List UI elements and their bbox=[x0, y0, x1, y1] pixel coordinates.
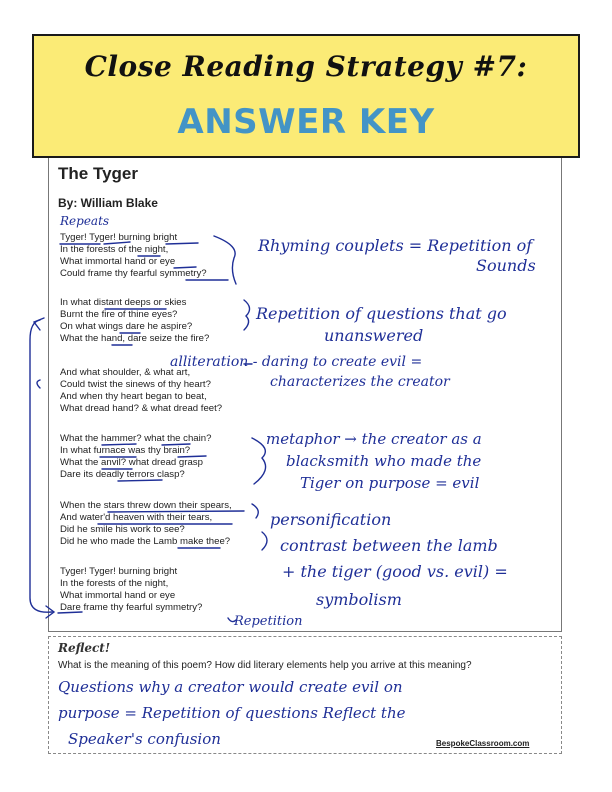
reflect-answer: Questions why a creator would create evil on bbox=[58, 678, 403, 696]
poem-line: In what distant deeps or skies bbox=[60, 297, 187, 308]
poem-line: Could frame thy fearful symmetry? bbox=[60, 268, 207, 279]
reflect-answer: purpose = Repetition of questions Reflect the bbox=[58, 704, 406, 722]
poem-author: By: William Blake bbox=[58, 196, 158, 210]
poem-line: Could twist the sinews of thy heart? bbox=[60, 379, 211, 390]
note-contrast-3: symbolism bbox=[316, 590, 402, 609]
header-banner bbox=[32, 34, 580, 158]
note-contrast-2: + the tiger (good vs. evil) = bbox=[282, 562, 508, 581]
poem-line: Dare its deadly terrors clasp? bbox=[60, 469, 185, 480]
reflect-heading: Reflect! bbox=[58, 641, 111, 655]
note-rhyming: Rhyming couplets = Repetition of bbox=[258, 236, 533, 255]
stanza-6 bbox=[60, 566, 202, 614]
poem-line: And when thy heart began to beat, bbox=[60, 391, 207, 402]
poem-line: Did he smile his work to see? bbox=[60, 524, 185, 535]
poem-line: In the forests of the night, bbox=[60, 244, 169, 255]
note-questions-2: unanswered bbox=[324, 326, 424, 345]
note-questions: Repetition of questions that go bbox=[256, 304, 507, 323]
note-repetition: Repetition bbox=[234, 614, 303, 629]
poem-line: What dread hand? & what dread feet? bbox=[60, 403, 223, 414]
poem-line: And water'd heaven with their tears, bbox=[60, 512, 213, 523]
credit-link[interactable]: BespokeClassroom.com bbox=[436, 739, 530, 748]
poem-line: What immortal hand or eye bbox=[60, 256, 176, 267]
poem-line: What the anvil? what dread grasp bbox=[60, 457, 203, 468]
loop-arrow bbox=[34, 318, 44, 330]
poem-line: Did he who made the Lamb make thee? bbox=[60, 536, 231, 547]
poem-line: What immortal hand or eye bbox=[60, 590, 176, 601]
poem-title: The Tyger bbox=[58, 164, 138, 183]
note-personification: personification bbox=[270, 510, 392, 529]
stanza-1 bbox=[60, 232, 207, 280]
poem-line: In what furnace was thy brain? bbox=[60, 445, 191, 456]
poem-line: On what wings dare he aspire? bbox=[60, 321, 193, 332]
reflect-answer: Speaker's confusion bbox=[68, 730, 221, 748]
poem-line: In the forests of the night, bbox=[60, 578, 169, 589]
poem-line: When the stars threw down their spears, bbox=[60, 500, 232, 511]
page-title: Close Reading Strategy #7: bbox=[84, 50, 528, 83]
note-alliteration-2: characterizes the creator bbox=[270, 374, 450, 390]
note-rhyming-2: Sounds bbox=[476, 256, 536, 275]
poem-line: Tyger! Tyger! burning bright bbox=[60, 232, 178, 243]
poem-line: And what shoulder, & what art, bbox=[60, 367, 191, 378]
stanza-2 bbox=[60, 297, 209, 345]
poem-line: What the hand, dare seize the fire? bbox=[60, 333, 210, 344]
poem-line: What the hammer? what the chain? bbox=[60, 433, 212, 444]
poem-line: Burnt the fire of thine eyes? bbox=[60, 309, 178, 320]
stanza-3 bbox=[60, 367, 222, 415]
page-subtitle: ANSWER KEY bbox=[177, 102, 435, 142]
note-repeats: Repeats bbox=[60, 214, 110, 228]
reflect-prompt: What is the meaning of this poem? How did literary elements help you arrive at this meaning? bbox=[58, 660, 472, 671]
stanza-5 bbox=[60, 500, 232, 548]
poem-line: Dare frame thy fearful symmetry? bbox=[60, 602, 203, 613]
stanza-4 bbox=[60, 433, 211, 481]
note-metaphor-2: blacksmith who made the bbox=[286, 452, 482, 470]
loop-arrow bbox=[37, 380, 40, 388]
note-contrast: contrast between the lamb bbox=[280, 536, 498, 555]
note-metaphor: metaphor → the creator as a bbox=[266, 430, 482, 448]
note-metaphor-3: Tiger on purpose = evil bbox=[300, 474, 480, 492]
poem-line: Tyger! Tyger! burning bright bbox=[60, 566, 178, 577]
note-alliteration: alliteration - daring to create evil = bbox=[170, 354, 423, 370]
